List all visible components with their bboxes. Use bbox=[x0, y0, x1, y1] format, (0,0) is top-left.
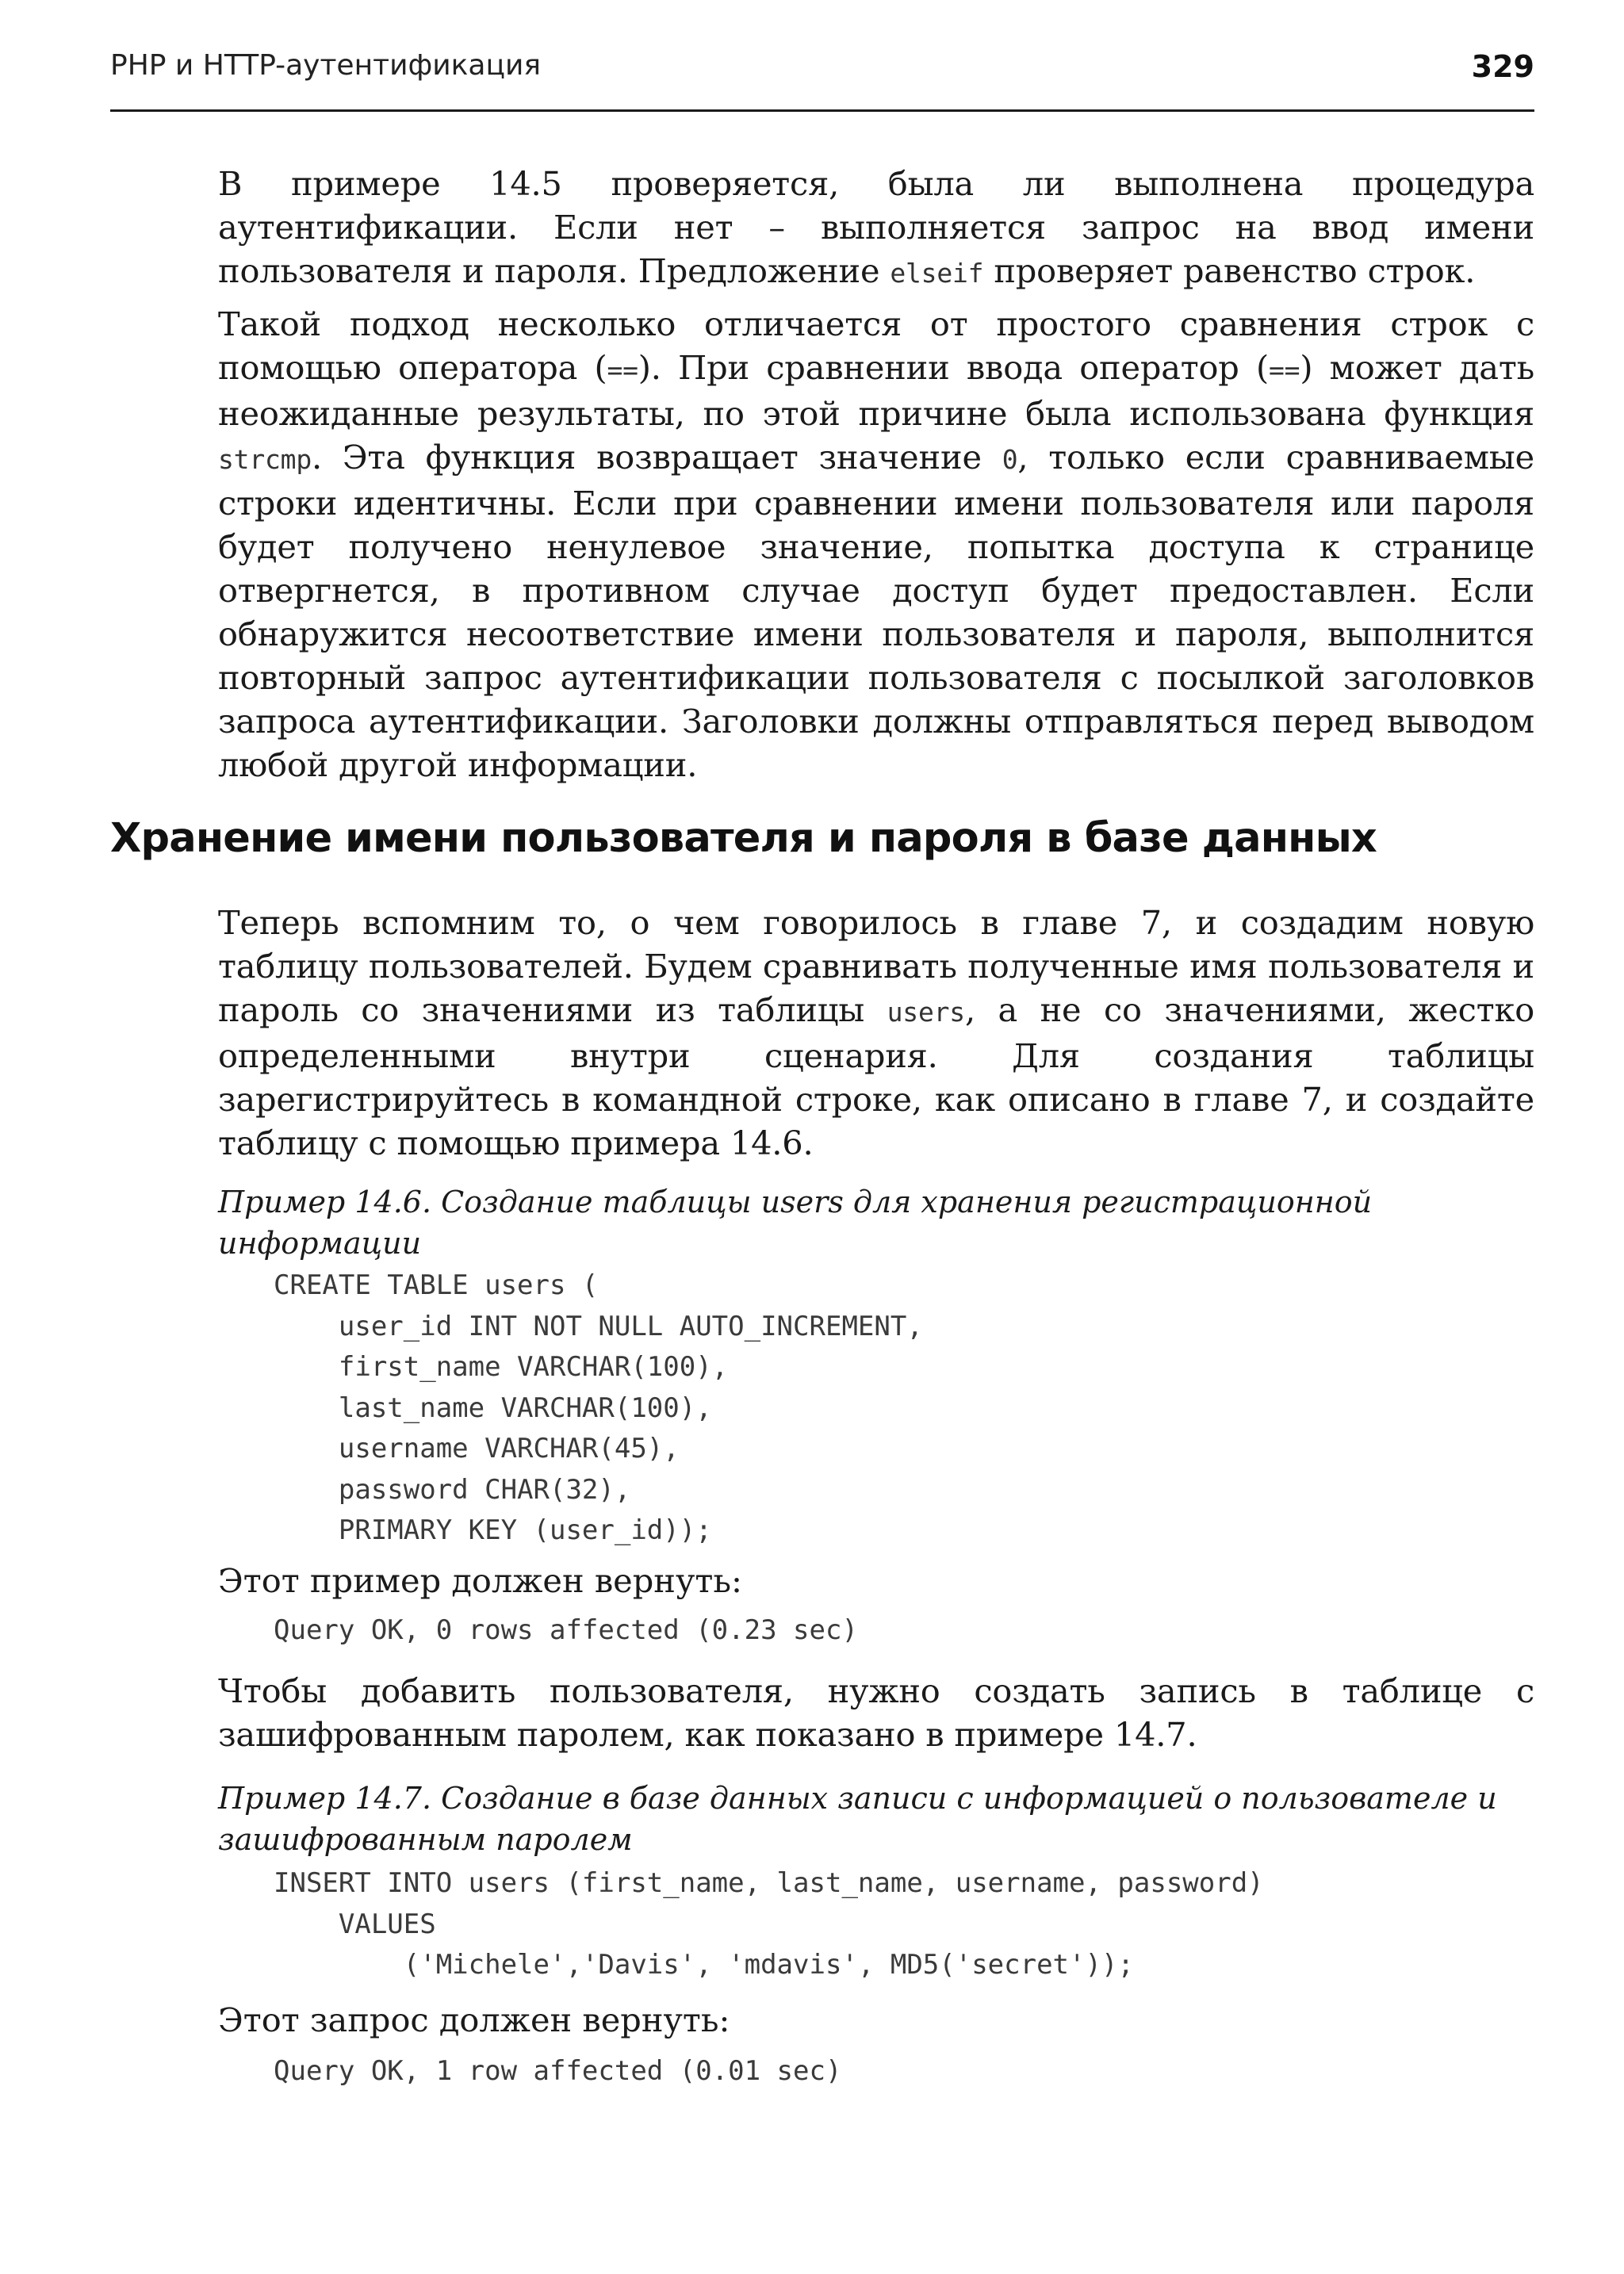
inline-code-equals: == bbox=[607, 354, 638, 385]
text-run: , только если сравниваемые строки идентичны. Если при сравнении имени пользователя или пароля будет получено ненулевое значение, попытка доступа к странице отвергнется, в противном случае доступ будет предоставлен. Если обнаружится несоответствие имени пользователя и пароля, выполнится повторный запрос аутентификации пользователя с посылкой заголовков запроса аутентификации. Заголовки должны отправляться перед выводом любой другой информации. bbox=[218, 438, 1534, 784]
example-14-6-result: Query OK, 0 rows affected (0.23 sec) bbox=[274, 1614, 858, 1646]
text-run: проверяет равенство строк. bbox=[983, 251, 1476, 290]
example-14-7-caption: Пример 14.7. Создание в базе данных записи с информацией о пользователе и зашифрованным паролем bbox=[218, 1781, 1497, 1857]
example-14-6-caption: Пример 14.6. Создание таблицы users для хранения регистрационной информации bbox=[218, 1185, 1373, 1261]
paragraph-strcmp bbox=[218, 302, 1534, 787]
inline-code-equals: == bbox=[1268, 354, 1300, 385]
text-run: В примере 14.5 проверяется, была ли выполнена процедура аутентификации. Если нет – выполняется запрос на ввод имени пользователя и пароля. Предложение bbox=[218, 164, 1534, 290]
text-run: ) может дать неожиданные результаты, по этой причине была использована функция bbox=[218, 348, 1534, 433]
inline-code-elseif: elseif bbox=[890, 258, 984, 289]
paragraph-result-intro: Этот пример должен вернуть: bbox=[218, 1561, 742, 1600]
example-14-7-result: Query OK, 1 row affected (0.01 sec) bbox=[274, 2055, 842, 2087]
section-heading: Хранение имени пользователя и пароля в базе данных bbox=[110, 815, 1377, 862]
header-rule bbox=[110, 109, 1534, 112]
example-14-7-code: INSERT INTO users (first_name, last_name, username, password) VALUES ('Michele','Davis', 'mdavis', MD5('secret')); bbox=[274, 1867, 1264, 1981]
text-run: . Эта функция возвращает значение bbox=[312, 438, 1002, 477]
paragraph-users-table bbox=[218, 901, 1534, 1165]
inline-code-zero: 0 bbox=[1002, 444, 1018, 475]
inline-code-users: users bbox=[887, 997, 965, 1028]
text-run: Такой подход несколько отличается от простого сравнения строк с помощью оператора ( bbox=[218, 304, 1534, 387]
running-header-title: PHP и HTTP-аутентификация bbox=[110, 49, 542, 82]
text-run: , а не со значениями, жестко определенными внутри сценария. Для создания таблицы зарегистрируйтесь в командной строке, как описано в главе 7, и создайте таблицу с помощью примера 14.6. bbox=[218, 990, 1534, 1162]
paragraph-add-user: Чтобы добавить пользователя, нужно создать запись в таблице с зашифрованным паролем, как показано в примере 14.7. bbox=[218, 1671, 1534, 1754]
running-header bbox=[110, 49, 1534, 94]
text-run: Теперь вспомним то, о чем говорилось в главе 7, и создадим новую таблицу пользователей. Будем сравнивать полученные имя пользователя и пароль со значениями из таблицы bbox=[218, 903, 1534, 1029]
paragraph-query-result-intro: Этот запрос должен вернуть: bbox=[218, 2000, 730, 2039]
text-run: ). При сравнении ввода оператор ( bbox=[638, 348, 1269, 387]
paragraph-intro bbox=[218, 162, 1534, 295]
example-14-6-code: CREATE TABLE users ( user_id INT NOT NULL AUTO_INCREMENT, first_name VARCHAR(100), last_name VARCHAR(100), username VARCHAR(45), password CHAR(32), PRIMARY KEY (user_id)); bbox=[274, 1269, 923, 1546]
inline-code-strcmp: strcmp bbox=[218, 444, 312, 475]
page-number: 329 bbox=[1471, 49, 1534, 84]
